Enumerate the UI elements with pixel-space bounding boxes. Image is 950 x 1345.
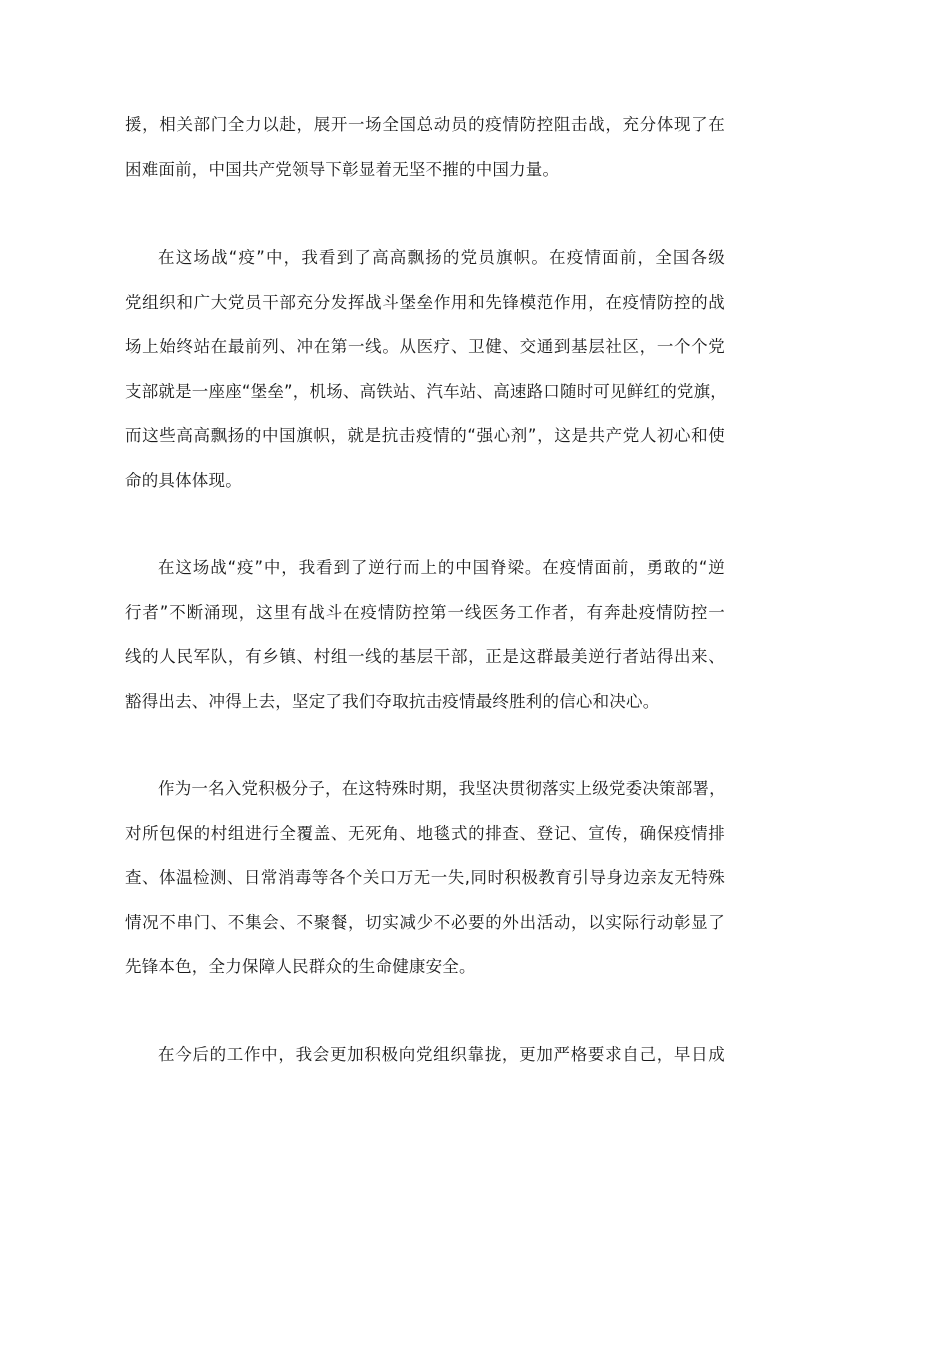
text-line: 作为一名入党积极分子，在这特殊时期，我坚决贯彻落实上级党委决策部署， — [158, 779, 726, 798]
paragraph-1 — [125, 103, 725, 192]
text-line: 困难面前，中国共产党领导下彰显着无坚不摧的中国力量。 — [125, 159, 560, 179]
paragraph-4 — [125, 767, 725, 990]
text-line: 场上始终站在最前列、冲在第一线。从医疗、卫健、交通到基层社区，一个个党 — [125, 337, 725, 356]
text-line: 行者”不断涌现，这里有战斗在疫情防控第一线医务工作者，有奔赴疫情防控一 — [125, 602, 725, 622]
text-line: 援，相关部门全力以赴，展开一场全国总动员的疫情防控阻击战，充分体现了在 — [125, 115, 725, 134]
paragraph-5 — [125, 1033, 725, 1078]
text-line: 先锋本色，全力保障人民群众的生命健康安全。 — [125, 957, 476, 976]
text-line: 党组织和广大党员干部充分发挥战斗堡垒作用和先锋模范作用，在疫情防控的战 — [125, 292, 725, 312]
paragraph-3 — [125, 546, 725, 724]
text-line: 命的具体体现。 — [125, 470, 242, 490]
text-line: 查、体温检测、日常消毒等各个关口万无一失,同时积极教育引导身边亲友无特殊 — [125, 868, 725, 887]
text-line: 情况不串门、不集会、不聚餐，切实减少不必要的外出活动，以实际行动彰显了 — [125, 912, 725, 932]
paragraph-2 — [125, 236, 725, 503]
text-line: 在这场战“疫”中，我看到了逆行而上的中国脊梁。在疫情面前，勇敢的“逆 — [158, 558, 725, 577]
text-line: 而这些高高飘扬的中国旗帜，就是抗击疫情的“强心剂”，这是共产党人初心和使 — [125, 426, 725, 445]
text-line: 在这场战“疫”中，我看到了高高飘扬的党员旗帜。在疫情面前，全国各级 — [158, 248, 725, 267]
text-line: 对所包保的村组进行全覆盖、无死角、地毯式的排查、登记、宣传，确保疫情排 — [125, 823, 725, 843]
text-line: 豁得出去、冲得上去，坚定了我们夺取抗击疫情最终胜利的信心和决心。 — [125, 691, 660, 711]
text-line: 支部就是一座座“堡垒”，机场、高铁站、汽车站、高速路口随时可见鲜红的党旗， — [125, 381, 727, 401]
text-line: 在今后的工作中，我会更加积极向党组织靠拢，更加严格要求自己，早日成 — [158, 1045, 725, 1064]
text-line: 线的人民军队，有乡镇、村组一线的基层干部，正是这群最美逆行者站得出来、 — [125, 647, 725, 666]
